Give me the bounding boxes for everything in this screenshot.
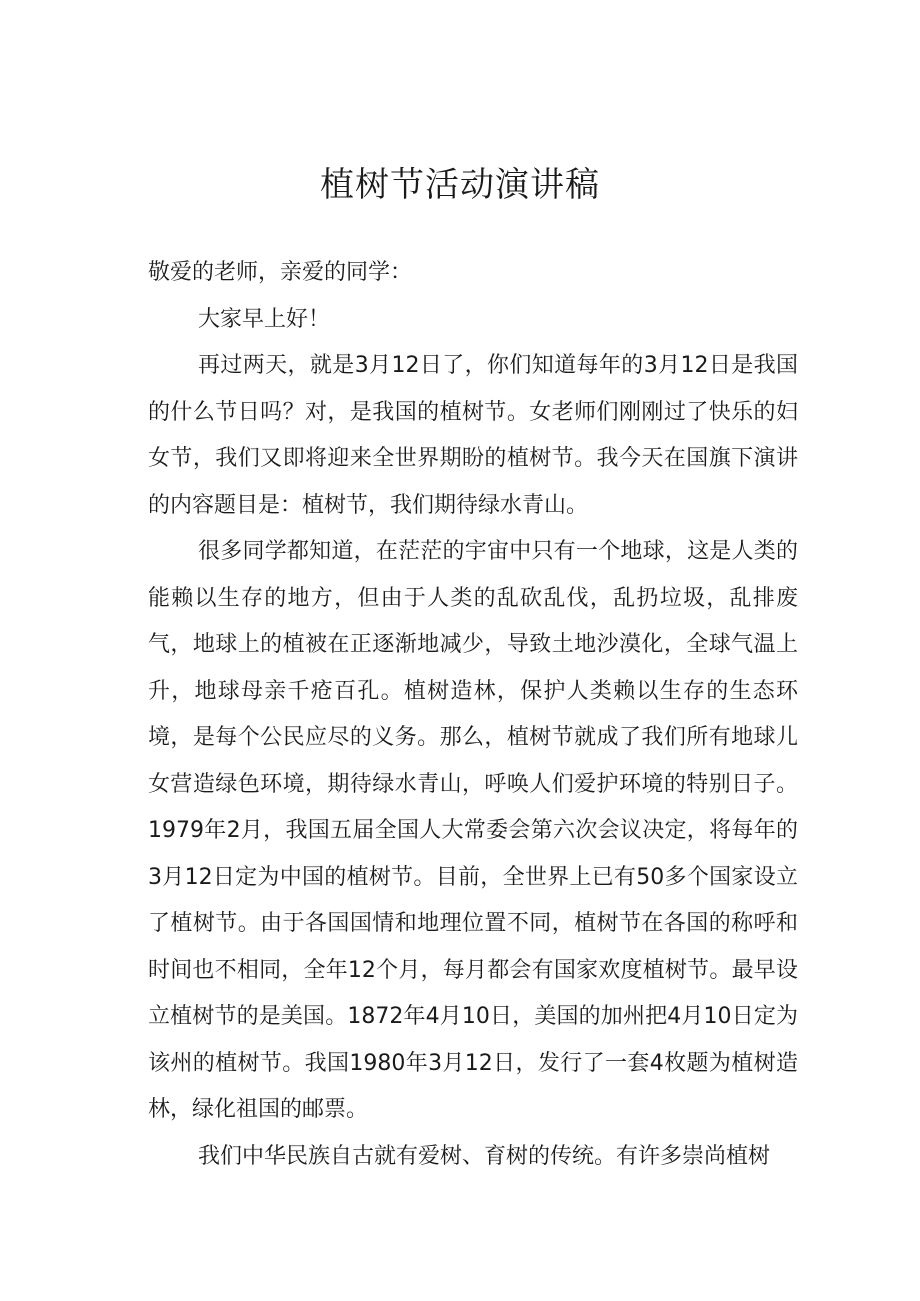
paragraph-greeting: 大家早上好！ xyxy=(198,306,331,332)
paragraph-earth: 很多同学都知道，在茫茫的宇宙中只有一个地球，这是人类的能赖以生存的地方，但由于人类的乱砍乱伐，乱扔垃圾，乱排废气，地球上的植被在正逐渐地减少，导致土地沙漠化，全球气温上升，地球母亲千疮百孔。植树造林，保护人类赖以生存的生态环境，是每个公民应尽的义务。那么，植树节就成了我们所有地球儿女营造绿色环境，期待绿水青山，呼唤人们爱护环境的特别日子。1979年2月，我国五届全国人大常委会第六次会议决定，将每年的3月12日定为中国的植树节。目前，全世界上已有50多个国家设立了植树节。由于各国国情和地理位置不同，植树节在各国的称呼和时间也不相同，全年12个月，每月都会有国家欢度植树节。最早设立植树节的是美国。1872年4月10日，美国的加州把4月10日定为该州的植树节。我国1980年3月12日，发行了一套4枚题为植树造林，绿化祖国的邮票。 xyxy=(148,539,798,1122)
paragraph-intro: 再过两天，就是3月12日了，你们知道每年的3月12日是我国的什么节日吗？对，是我国的植树节。女老师们刚刚过了快乐的妇女节，我们又即将迎来全世界期盼的植树节。我今天在国旗下演讲的内容题目是：植树节，我们期待绿水青山。 xyxy=(148,353,798,518)
document-title: 植树节活动演讲稿 xyxy=(320,165,600,205)
salutation: 敬爱的老师，亲爱的同学： xyxy=(148,260,413,285)
paragraph-tradition: 我们中华民族自古就有爱树、育树的传统。有许多崇尚植树 xyxy=(198,1143,771,1169)
document-body xyxy=(148,250,798,1180)
